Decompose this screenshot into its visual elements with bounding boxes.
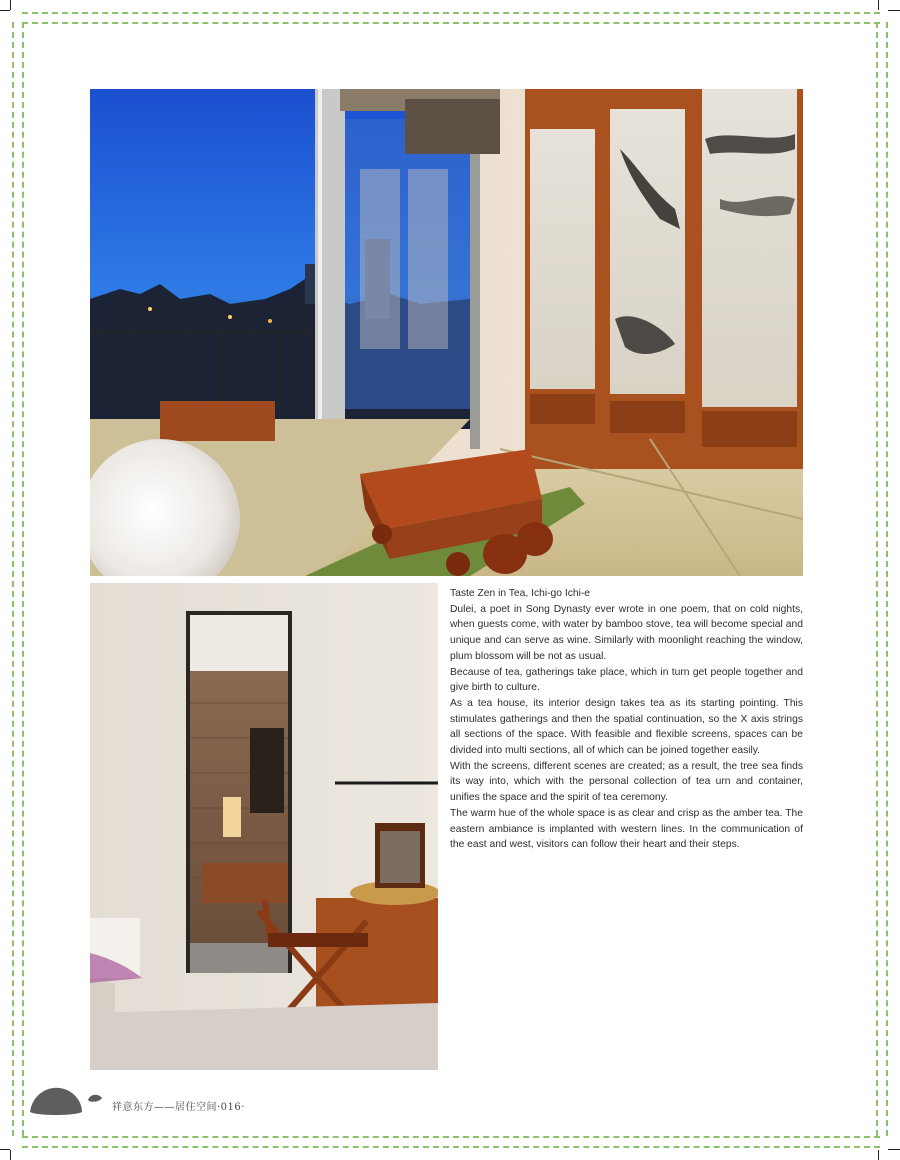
crop-mark-top-left-h xyxy=(0,10,10,11)
article-paragraph-2: Because of tea, gatherings take place, which in turn get people together and give birth to culture. xyxy=(450,666,803,694)
crop-mark-bottom-left-h xyxy=(0,1149,10,1150)
frame-left-border xyxy=(12,22,14,1136)
frame-top-border xyxy=(22,12,880,14)
crop-mark-top-right xyxy=(878,0,879,10)
frame-top-inner-border xyxy=(22,22,880,24)
article-paragraph-4: With the screens, different scenes are created; as a result, the tree sea finds its way into, which with the personal collection of tea urn and container, unifies the space and the spirit of tea ceremony. xyxy=(450,760,803,804)
crop-mark-bottom-left xyxy=(10,1150,11,1160)
article-paragraph-3: As a tea house, its interior design takes tea as its starting pointing. This stimulates gatherings and then the spatial continuation, so the X axis strings all sections of the space. With feasible and flexible screens, spaces can be divided into multi sections, all of which can be joined together easily. xyxy=(450,697,803,757)
crop-mark-bottom-right-h xyxy=(888,1149,900,1150)
article-title: Taste Zen in Tea, Ichi-go Ichi-e xyxy=(450,588,591,599)
article-paragraph-1: Dulei, a poet in Song Dynasty ever wrote in one poem, that on cold nights, when guests come, with water by bamboo stove, tea will become special and unique and can serve as wine. Similarly with moonlight reaching the window, plum blossom will be not as usual. xyxy=(450,603,803,662)
frame-right-border xyxy=(876,22,878,1136)
article-body xyxy=(450,586,803,853)
frame-bottom-inner-border xyxy=(22,1146,880,1148)
page-footer: 祥意东方——居住空间·016· xyxy=(112,1102,245,1113)
crop-mark-top-left xyxy=(10,0,11,10)
frame-bottom-border xyxy=(22,1136,880,1138)
dressing-area-photo xyxy=(90,583,438,1070)
crop-mark-top-right-h xyxy=(888,10,900,11)
crop-mark-bottom-right xyxy=(878,1150,879,1160)
tea-room-photo xyxy=(90,89,803,576)
footer-stone-ornament xyxy=(28,1084,108,1123)
frame-left-inner-border xyxy=(22,22,24,1136)
frame-right-inner-border xyxy=(886,22,888,1136)
article-paragraph-5: The warm hue of the whole space is as clear and crisp as the amber tea. The eastern ambiance is implanted with western lines. In the communication of the east and west, visitors can follow their heart and their steps. xyxy=(450,807,803,851)
